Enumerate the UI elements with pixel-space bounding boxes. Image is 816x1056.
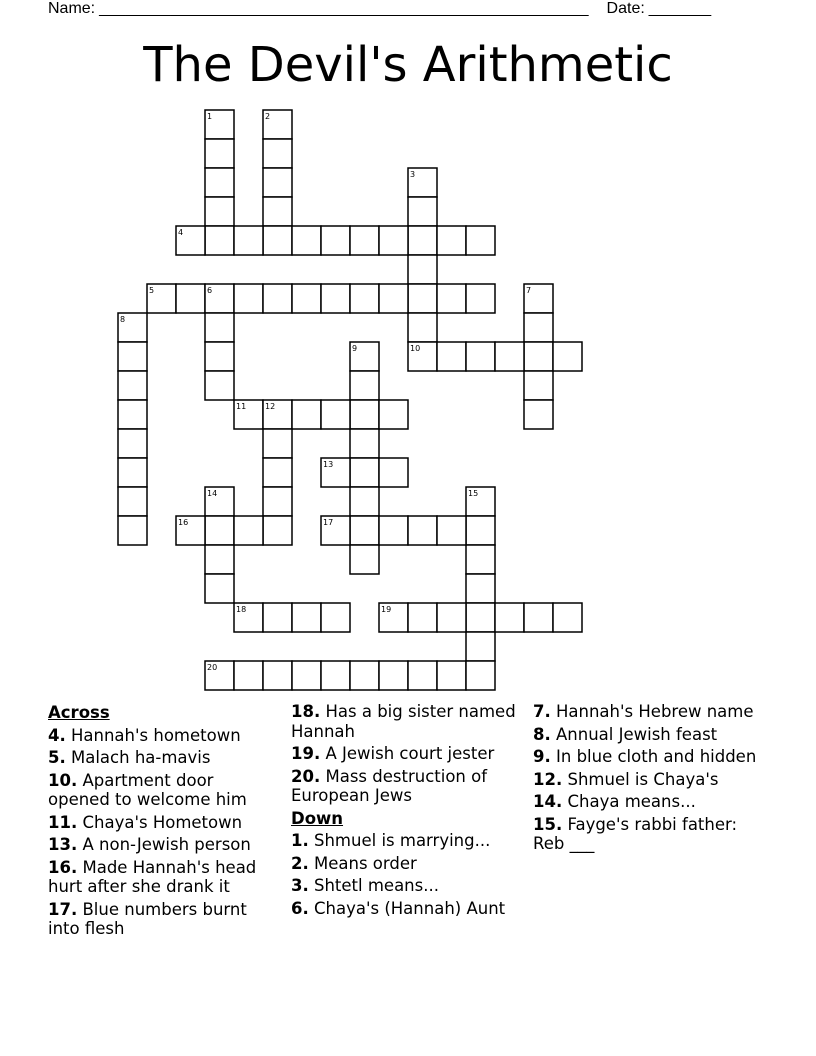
grid-cell[interactable] bbox=[205, 197, 234, 226]
grid-cell[interactable] bbox=[553, 603, 582, 632]
grid-cell[interactable] bbox=[408, 313, 437, 342]
grid-cell[interactable] bbox=[350, 284, 379, 313]
grid-cell[interactable] bbox=[466, 284, 495, 313]
grid-cell[interactable] bbox=[553, 342, 582, 371]
grid-cell[interactable] bbox=[524, 603, 553, 632]
clue-across-20: 20. Mass destruction of European Jews bbox=[291, 766, 488, 805]
grid-cell[interactable] bbox=[263, 487, 292, 516]
clue-down-15: 15. Fayge's rabbi father: Reb ___ bbox=[533, 814, 738, 853]
date-field[interactable]: _______ bbox=[648, 0, 712, 17]
grid-cell[interactable] bbox=[437, 226, 466, 255]
clue-number: 5 bbox=[149, 286, 155, 295]
grid-cell[interactable] bbox=[350, 371, 379, 400]
grid-cell[interactable] bbox=[379, 458, 408, 487]
grid-cell[interactable] bbox=[292, 400, 321, 429]
clue-number: 19 bbox=[381, 605, 392, 614]
grid-cell[interactable] bbox=[118, 516, 147, 545]
grid-cell[interactable] bbox=[263, 168, 292, 197]
grid-cell[interactable] bbox=[466, 661, 495, 690]
clue-down-7: 7. Hannah's Hebrew name bbox=[533, 702, 754, 721]
grid-cell[interactable] bbox=[292, 226, 321, 255]
grid-cell[interactable] bbox=[292, 603, 321, 632]
grid-cell[interactable] bbox=[205, 516, 234, 545]
grid-cell[interactable] bbox=[234, 661, 263, 690]
clue-across-17: 17. Blue numbers burnt into flesh bbox=[48, 899, 247, 938]
grid-cell[interactable] bbox=[321, 400, 350, 429]
grid-cell[interactable] bbox=[321, 226, 350, 255]
grid-cell[interactable] bbox=[408, 197, 437, 226]
clue-down-2: 2. Means order bbox=[291, 853, 417, 873]
grid-cell[interactable] bbox=[263, 458, 292, 487]
grid-cell[interactable] bbox=[205, 139, 234, 168]
grid-cell[interactable] bbox=[263, 429, 292, 458]
grid-cell[interactable] bbox=[205, 545, 234, 574]
grid-cell[interactable] bbox=[350, 429, 379, 458]
grid-cell[interactable] bbox=[263, 139, 292, 168]
grid-cell[interactable] bbox=[176, 284, 205, 313]
grid-cell[interactable] bbox=[205, 371, 234, 400]
clue-number: 8 bbox=[120, 315, 126, 324]
grid-cell[interactable] bbox=[379, 516, 408, 545]
grid-cell[interactable] bbox=[466, 516, 495, 545]
clues-column-3 bbox=[533, 702, 773, 857]
grid-cell[interactable] bbox=[466, 603, 495, 632]
clue-number: 20 bbox=[207, 663, 218, 672]
grid-cell[interactable] bbox=[263, 284, 292, 313]
grid-cell[interactable] bbox=[495, 603, 524, 632]
clue-across-13: 13. A non-Jewish person bbox=[48, 835, 251, 854]
clue-number: 17 bbox=[323, 518, 334, 527]
grid-cell[interactable] bbox=[350, 458, 379, 487]
grid-cell[interactable] bbox=[118, 371, 147, 400]
clue-number: 12 bbox=[265, 402, 276, 411]
clue-down-14: 14. Chaya means... bbox=[533, 792, 696, 811]
grid-cell[interactable] bbox=[234, 284, 263, 313]
grid-cell[interactable] bbox=[205, 168, 234, 197]
clue-number: 15 bbox=[468, 489, 479, 498]
clue-number: 14 bbox=[207, 489, 218, 498]
grid-cell[interactable] bbox=[524, 371, 553, 400]
grid-cell[interactable] bbox=[321, 284, 350, 313]
clues-column-2 bbox=[291, 702, 526, 921]
clue-number: 2 bbox=[265, 112, 271, 121]
clue-down-9: 9. In blue cloth and hidden bbox=[533, 747, 757, 766]
grid-cell[interactable] bbox=[437, 603, 466, 632]
clue-number: 9 bbox=[352, 344, 358, 353]
grid-cell[interactable] bbox=[408, 661, 437, 690]
grid-cell[interactable] bbox=[408, 516, 437, 545]
grid-cell[interactable] bbox=[466, 632, 495, 661]
grid-cell[interactable] bbox=[321, 661, 350, 690]
grid-cell[interactable] bbox=[408, 255, 437, 284]
clue-across-5: 5. Malach ha-mavis bbox=[48, 748, 211, 767]
grid-cell[interactable] bbox=[292, 661, 321, 690]
grid-cell[interactable] bbox=[263, 603, 292, 632]
grid-cell[interactable] bbox=[379, 226, 408, 255]
clue-across-10: 10. Apartment door opened to welcome him bbox=[48, 770, 247, 809]
clue-across-19: 19. A Jewish court jester bbox=[291, 744, 495, 763]
clue-down-8: 8. Annual Jewish feast bbox=[533, 724, 718, 744]
clue-number: 6 bbox=[207, 286, 213, 295]
grid-cell[interactable] bbox=[118, 487, 147, 516]
grid-cell[interactable] bbox=[350, 400, 379, 429]
grid-cell[interactable] bbox=[263, 226, 292, 255]
grid-cell[interactable] bbox=[350, 487, 379, 516]
grid-cell[interactable] bbox=[524, 342, 553, 371]
grid-cell[interactable] bbox=[263, 516, 292, 545]
grid-cell[interactable] bbox=[292, 284, 321, 313]
grid-cell[interactable] bbox=[437, 661, 466, 690]
grid-cell[interactable] bbox=[379, 284, 408, 313]
clue-number: 4 bbox=[178, 228, 184, 237]
clue-number: 13 bbox=[323, 460, 334, 469]
grid-cell[interactable] bbox=[466, 226, 495, 255]
clue-number: 3 bbox=[410, 170, 416, 179]
grid-cell[interactable] bbox=[379, 661, 408, 690]
clue-number: 1 bbox=[207, 112, 213, 121]
grid-cell[interactable] bbox=[350, 516, 379, 545]
grid-cell[interactable] bbox=[466, 342, 495, 371]
grid-cell[interactable] bbox=[263, 197, 292, 226]
across-heading: Across bbox=[48, 703, 110, 722]
clue-across-4: 4. Hannah's hometown bbox=[48, 725, 241, 745]
clues-column-1 bbox=[48, 702, 278, 942]
grid-cell[interactable] bbox=[234, 516, 263, 545]
clue-across-16: 16. Made Hannah's head hurt after she drank it bbox=[48, 857, 257, 896]
grid-cell[interactable] bbox=[350, 661, 379, 690]
grid-cell[interactable] bbox=[495, 342, 524, 371]
clue-down-3: 3. Shtetl means... bbox=[291, 876, 439, 895]
name-field[interactable]: _______________________________________________________ bbox=[99, 0, 589, 17]
grid-cell[interactable] bbox=[379, 400, 408, 429]
clue-number: 7 bbox=[526, 286, 532, 295]
grid-cell[interactable] bbox=[350, 226, 379, 255]
grid-cell[interactable] bbox=[524, 313, 553, 342]
grid-cell[interactable] bbox=[350, 545, 379, 574]
grid-cell[interactable] bbox=[408, 603, 437, 632]
grid-cell[interactable] bbox=[118, 429, 147, 458]
name-label: Name: bbox=[48, 0, 96, 17]
clue-down-12: 12. Shmuel is Chaya's bbox=[533, 769, 719, 789]
grid-cell[interactable] bbox=[234, 226, 263, 255]
grid-cell[interactable] bbox=[437, 284, 466, 313]
clue-number: 18 bbox=[236, 605, 247, 614]
puzzle-title: The Devil's Arithmetic bbox=[143, 37, 673, 93]
clue-number: 10 bbox=[410, 344, 421, 353]
clue-number: 16 bbox=[178, 518, 189, 527]
grid-cell[interactable] bbox=[524, 400, 553, 429]
grid-cell[interactable] bbox=[437, 516, 466, 545]
grid-cell[interactable] bbox=[118, 400, 147, 429]
grid-cell[interactable] bbox=[408, 226, 437, 255]
grid-cell[interactable] bbox=[321, 603, 350, 632]
grid-cell[interactable] bbox=[408, 284, 437, 313]
grid-cell[interactable] bbox=[118, 458, 147, 487]
clue-number: 11 bbox=[236, 402, 247, 411]
date-label: Date: bbox=[606, 0, 645, 17]
grid-cell[interactable] bbox=[205, 342, 234, 371]
grid-cell[interactable] bbox=[205, 226, 234, 255]
grid-cell[interactable] bbox=[437, 342, 466, 371]
grid-cell[interactable] bbox=[205, 574, 234, 603]
grid-cell[interactable] bbox=[118, 342, 147, 371]
grid-cell[interactable] bbox=[205, 313, 234, 342]
grid-cell[interactable] bbox=[466, 574, 495, 603]
clue-across-18: 18. Has a big sister named Hannah bbox=[291, 702, 516, 741]
down-heading: Down bbox=[291, 808, 344, 828]
clue-down-6: 6. Chaya's (Hannah) Aunt bbox=[291, 898, 506, 918]
grid-cell[interactable] bbox=[263, 661, 292, 690]
clue-across-11: 11. Chaya's Hometown bbox=[48, 812, 243, 832]
grid-cell[interactable] bbox=[466, 545, 495, 574]
clue-down-1: 1. Shmuel is marrying... bbox=[291, 831, 491, 850]
